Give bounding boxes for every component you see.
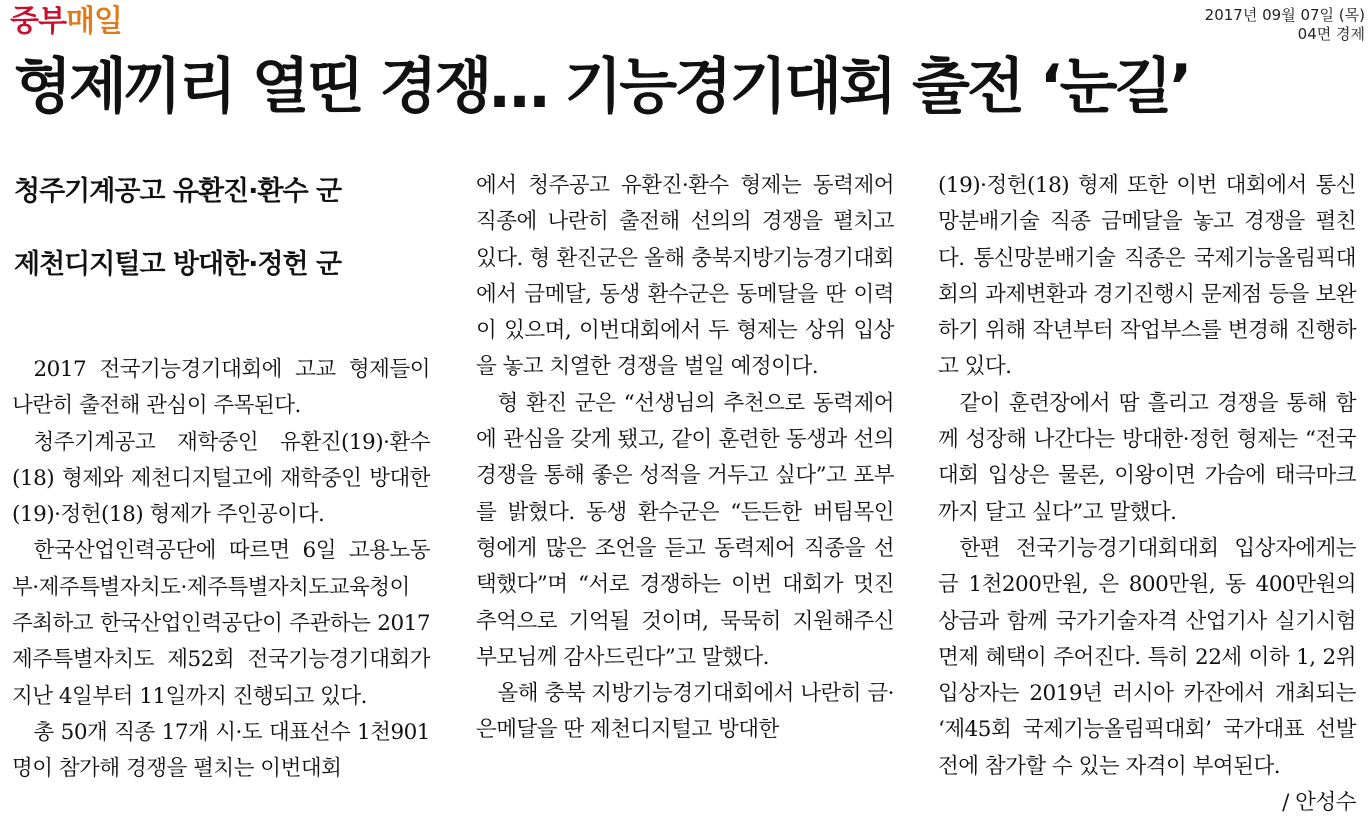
logo-part-1: 중부 (10, 4, 66, 39)
article-headline: 형제끼리 열띤 경쟁… 기능경기대회 출전 ‘눈길’ (14, 52, 1190, 122)
paragraph: 2017 전국기능경기대회에 고교 형제들이 나란히 출전해 관심이 주목된다. (12, 357, 430, 419)
article-column-3 (938, 168, 1356, 821)
paragraph: 총 50개 직종 17개 시·도 대표선수 1천901명이 참가해 경쟁을 펼치는 이번대회 (12, 719, 430, 782)
page-section: 04면 경제 (1297, 25, 1365, 43)
paragraph: 한국산업인력공단에 따르면 6일 고용노동부·제주특별자치도·제주특별자치도교육청이 주최하고 한국산업인력공단이 주관하는 2017 제주특별자치도 제52회 전국기능경기대회가 지난 4일부터 11일까지 진행되고 있다. (12, 538, 430, 709)
newspaper-logo (10, 4, 122, 40)
paragraph-last (938, 531, 1356, 816)
publication-date: 2017년 09월 07일 (목) (1204, 6, 1365, 24)
subheadline-2: 제천디지털고 방대한·정헌 군 (14, 249, 342, 280)
paragraph: 에서 청주공고 유환진·환수 형제는 동력제어 직종에 나란히 출전해 선의의 경쟁을 펼치고 있다. 형 환진군은 올해 충북지방기능경기대회에서 금메달, 동생 환수군은 동메달을 딴 이력이 있으며, 이번대회에서 두 형제는 상위 입상을 놓고 치열한 경쟁을 벌일 예정이다. (476, 173, 894, 380)
article-column-1 (12, 352, 430, 788)
dateline (1205, 6, 1365, 44)
byline: / 안성수 (1282, 790, 1356, 816)
paragraph: 올해 충북 지방기능경기대회에서 나란히 금·은메달을 딴 제천디지털고 방대한 (476, 681, 895, 743)
subheadline-1: 청주기계공고 유환진·환수 군 (14, 176, 342, 207)
paragraph: (19)·정헌(18) 형제 또한 이번 대회에서 통신망분배기술 직종 금메달을 놓고 경쟁을 펼친다. 통신망분배기술 직종은 국제기능올림픽대회의 과제변환과 경기진행시 문제점 등을 보완하기 위해 작년부터 작업부스를 변경해 진행하고 있다. (938, 173, 1356, 380)
logo-part-2: 매일 (65, 4, 122, 39)
paragraph: 형 환진 군은 “선생님의 추천으로 동력제어에 관심을 갖게 됐고, 같이 훈련한 동생과 선의 경쟁을 통해 좋은 성적을 거두고 싶다”고 포부를 밝혔다. 동생 환수군은 “든든한 버팀목인 형에게 많은 조언을 듣고 동력제어 직종을 선택했다”며 “서로 경쟁하는 이번 대회가 멋진 추억으로 기억될 것이며, 묵묵히 지원해주신 부모님께 감사드린다”고 말했다. (476, 390, 894, 670)
paragraph: 같이 훈련장에서 땀 흘리고 경쟁을 통해 함께 성장해 나간다는 방대한·정헌 형제는 “전국대회 입상은 물론, 이왕이면 가슴에 태극마크까지 달고 싶다”고 말했다. (938, 390, 1356, 525)
article-column-2 (476, 168, 894, 749)
paragraph: 청주기계공고 재학중인 유환진(19)·환수(18) 형제와 제천디지털고에 재학중인 방대한(19)·정헌(18) 형제가 주인공이다. (12, 429, 430, 528)
paragraph-text: 한편 전국기능경기대회대회 입상자에게는 금 1천200만원, 은 800만원, 동 400만원의 상금과 함께 국가기술자격 산업기사 실기시험 면제 혜택이 주어진다. 특히 22세 이하 1, 2위 입상자는 2019년 러시아 카잔에서 개최되는 ‘제45회 국제기능올림픽대회’ 국가대표 선발전에 참가할 수 있는 자격이 부여된다. (938, 535, 1356, 779)
